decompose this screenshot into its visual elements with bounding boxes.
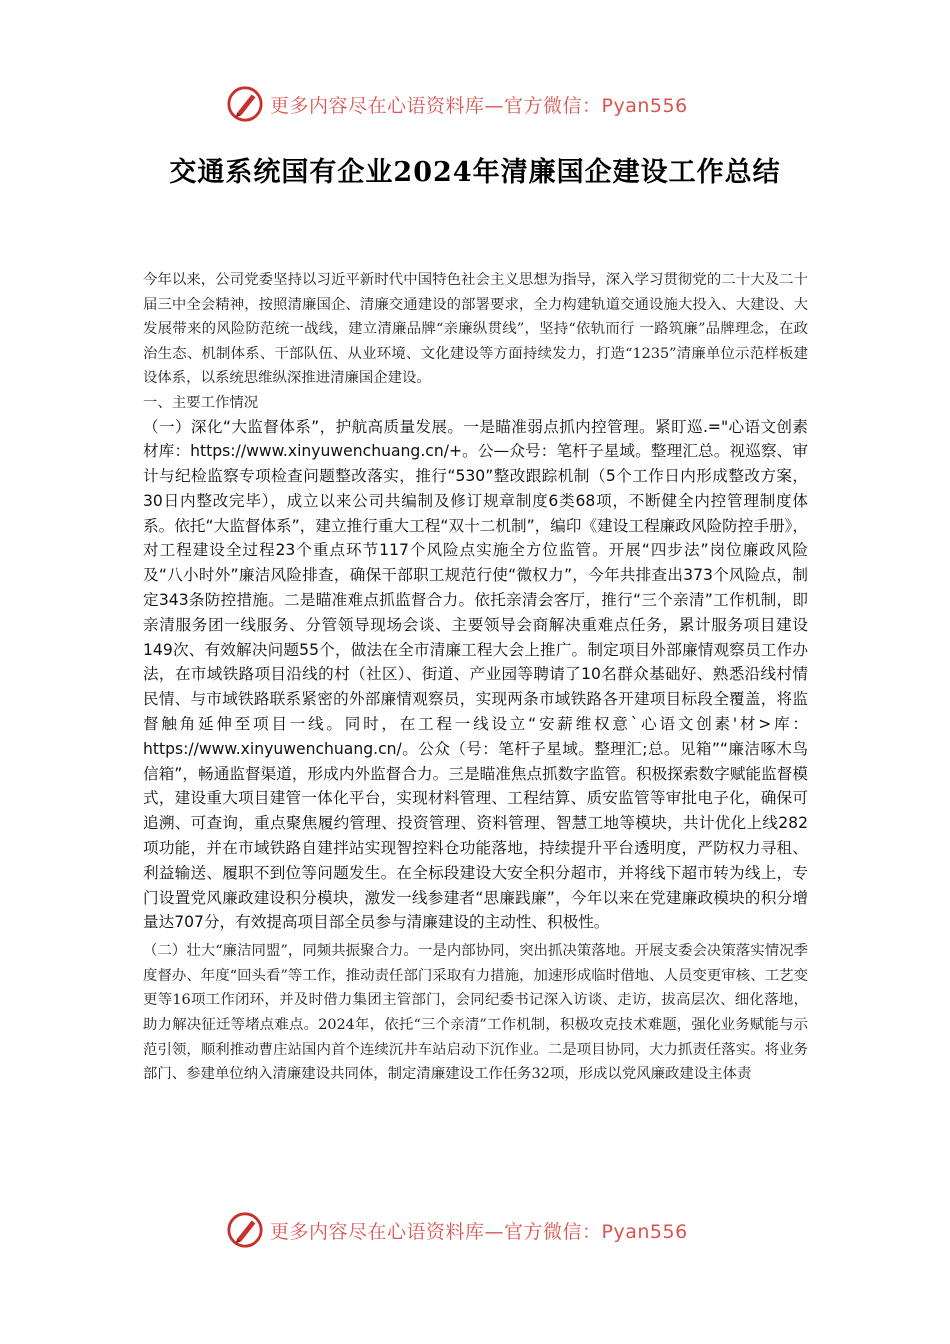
section-heading: 一、主要工作情况 [143, 394, 259, 411]
pen-logo-icon [226, 1211, 264, 1249]
footer-banner [226, 1208, 746, 1252]
paragraph-2: （二）壮大“廉洁同盟”，同频共振聚合力。一是内部协同，突出抓决策落地。开展支委会决策落实情况季度督办、年度“回头看”等工作，推动责任部门采取有力措施，加速形成临时借地、人员变更审核、工艺变更等16项工作闭环，并及时借力集团主管部门，会同纪委书记深入访谈、走访，拔高层次、细化落地，助力解决征迁等堵点难点。2024年，依托“三个亲清”工作机制，积极攻克技术难题，强化业务赋能与示范引领，顺利推动曹庄站国内首个连续沉井车站启动下沉作业。二是项目协同，大力抓责任落实。将业务部门、参建单位纳入清廉建设共同体，制定清廉建设工作任务32项，形成以党风廉政建设主体责 [143, 943, 808, 1083]
banner-text: 更多内容尽在心语资料库—官方微信：Pyan556 [270, 1220, 688, 1243]
document-body [143, 268, 808, 1087]
paragraph-1: （一）深化“大监督体系”，护航高质量发展。一是瞄准弱点抓内控管理。紧盯巡.="心语文创素材库：https://www.xinyuwenchuang.cn/+。公—众号：笔杆子星域。整理汇总。视巡察、审计与纪检监察专项检查问题整改落实，推行“530”整改跟踪机制（5个工作日内形成整改方案，30日内整改完毕），成立以来公司共编制及修订规章制度6类68项，不断健全内控管理制度体系。依托“大监督体系”，建立推行重大工程“双十二机制”，编印《建设工程廉政风险防控手册》，对工程建设全过程23个重点环节117个风险点实施全方位监管。开展“四步法”岗位廉政风险及“八小时外”廉洁风险排查，确保干部职工规范行使“微权力”，今年共排查出373个风险点，制定343条防控措施。二是瞄准难点抓监督合力。依托亲清会客厅，推行“三个亲清”工作机制，即亲清服务团一线服务、分管领导现场会谈、主要领导会商解决重难点任务，累计服务项目建设149次、有效解决问题55个，做法在全市清廉工程大会上推广。制定项目外部廉情观察员工作办法，在市域铁路项目沿线的村（社区）、街道、产业园等聘请了10名群众基础好、熟悉沿线村情民情、与市域铁路联系紧密的外部廉情观察员，实现两条市域铁路各开建项目标段全覆盖，将监督触角延伸至项目一线。同时，在工程一线设立“安薪维权意`心语文创素'材>库：https://www.xinyuwenchuang.cn/。公众（号：笔杆子星域。整理汇;总。见箱”“廉洁啄木鸟信箱”，畅通监督渠道，形成内外监督合力。三是瞄准焦点抓数字监管。积极探索数字赋能监督模式，建设重大项目建管一体化平台，实现材料管理、工程结算、质安监管等审批电子化，确保可追溯、可查询，重点聚焦履约管理、投资管理、资料管理、智慧工地等模块，共计优化上线282项功能，并在市域铁路自建拌站实现智控料仓功能落地，持续提升平台透明度，严防权力寻租、利益输送、履职不到位等问题发生。在全标段建设大安全积分超市，并将线下超市转为线上，专门设置党风廉政建设积分模块，激发一线参建者“思廉践廉”，今年以来在党建廉政模块的积分增量达707分，有效提高项目部全员参与清廉建设的主动性、积极性。 [143, 417, 808, 932]
intro-paragraph: 今年以来，公司党委坚持以习近平新时代中国特色社会主义思想为指导，深入学习贯彻党的二十大及二十届三中全会精神，按照清廉国企、清廉交通建设的部署要求，全力构建轨道交通设施大投入、大建设、大发展带来的风险防范统一战线，建立清廉品牌“亲廉纵贯线”，坚持“依轨而行 一路筑廉”品牌理念，在政治生态、机制体系、干部队伍、从业环境、文化建设等方面持续发力，打造“1235”清廉单位示范样板建设体系，以系统思维纵深推进清廉国企建设。 [143, 272, 808, 386]
pen-logo-icon [226, 85, 264, 123]
header-banner [226, 82, 746, 126]
banner-text: 更多内容尽在心语资料库—官方微信：Pyan556 [270, 94, 688, 117]
page-title: 交通系统国有企业2024年清廉国企建设工作总结 [169, 157, 781, 188]
